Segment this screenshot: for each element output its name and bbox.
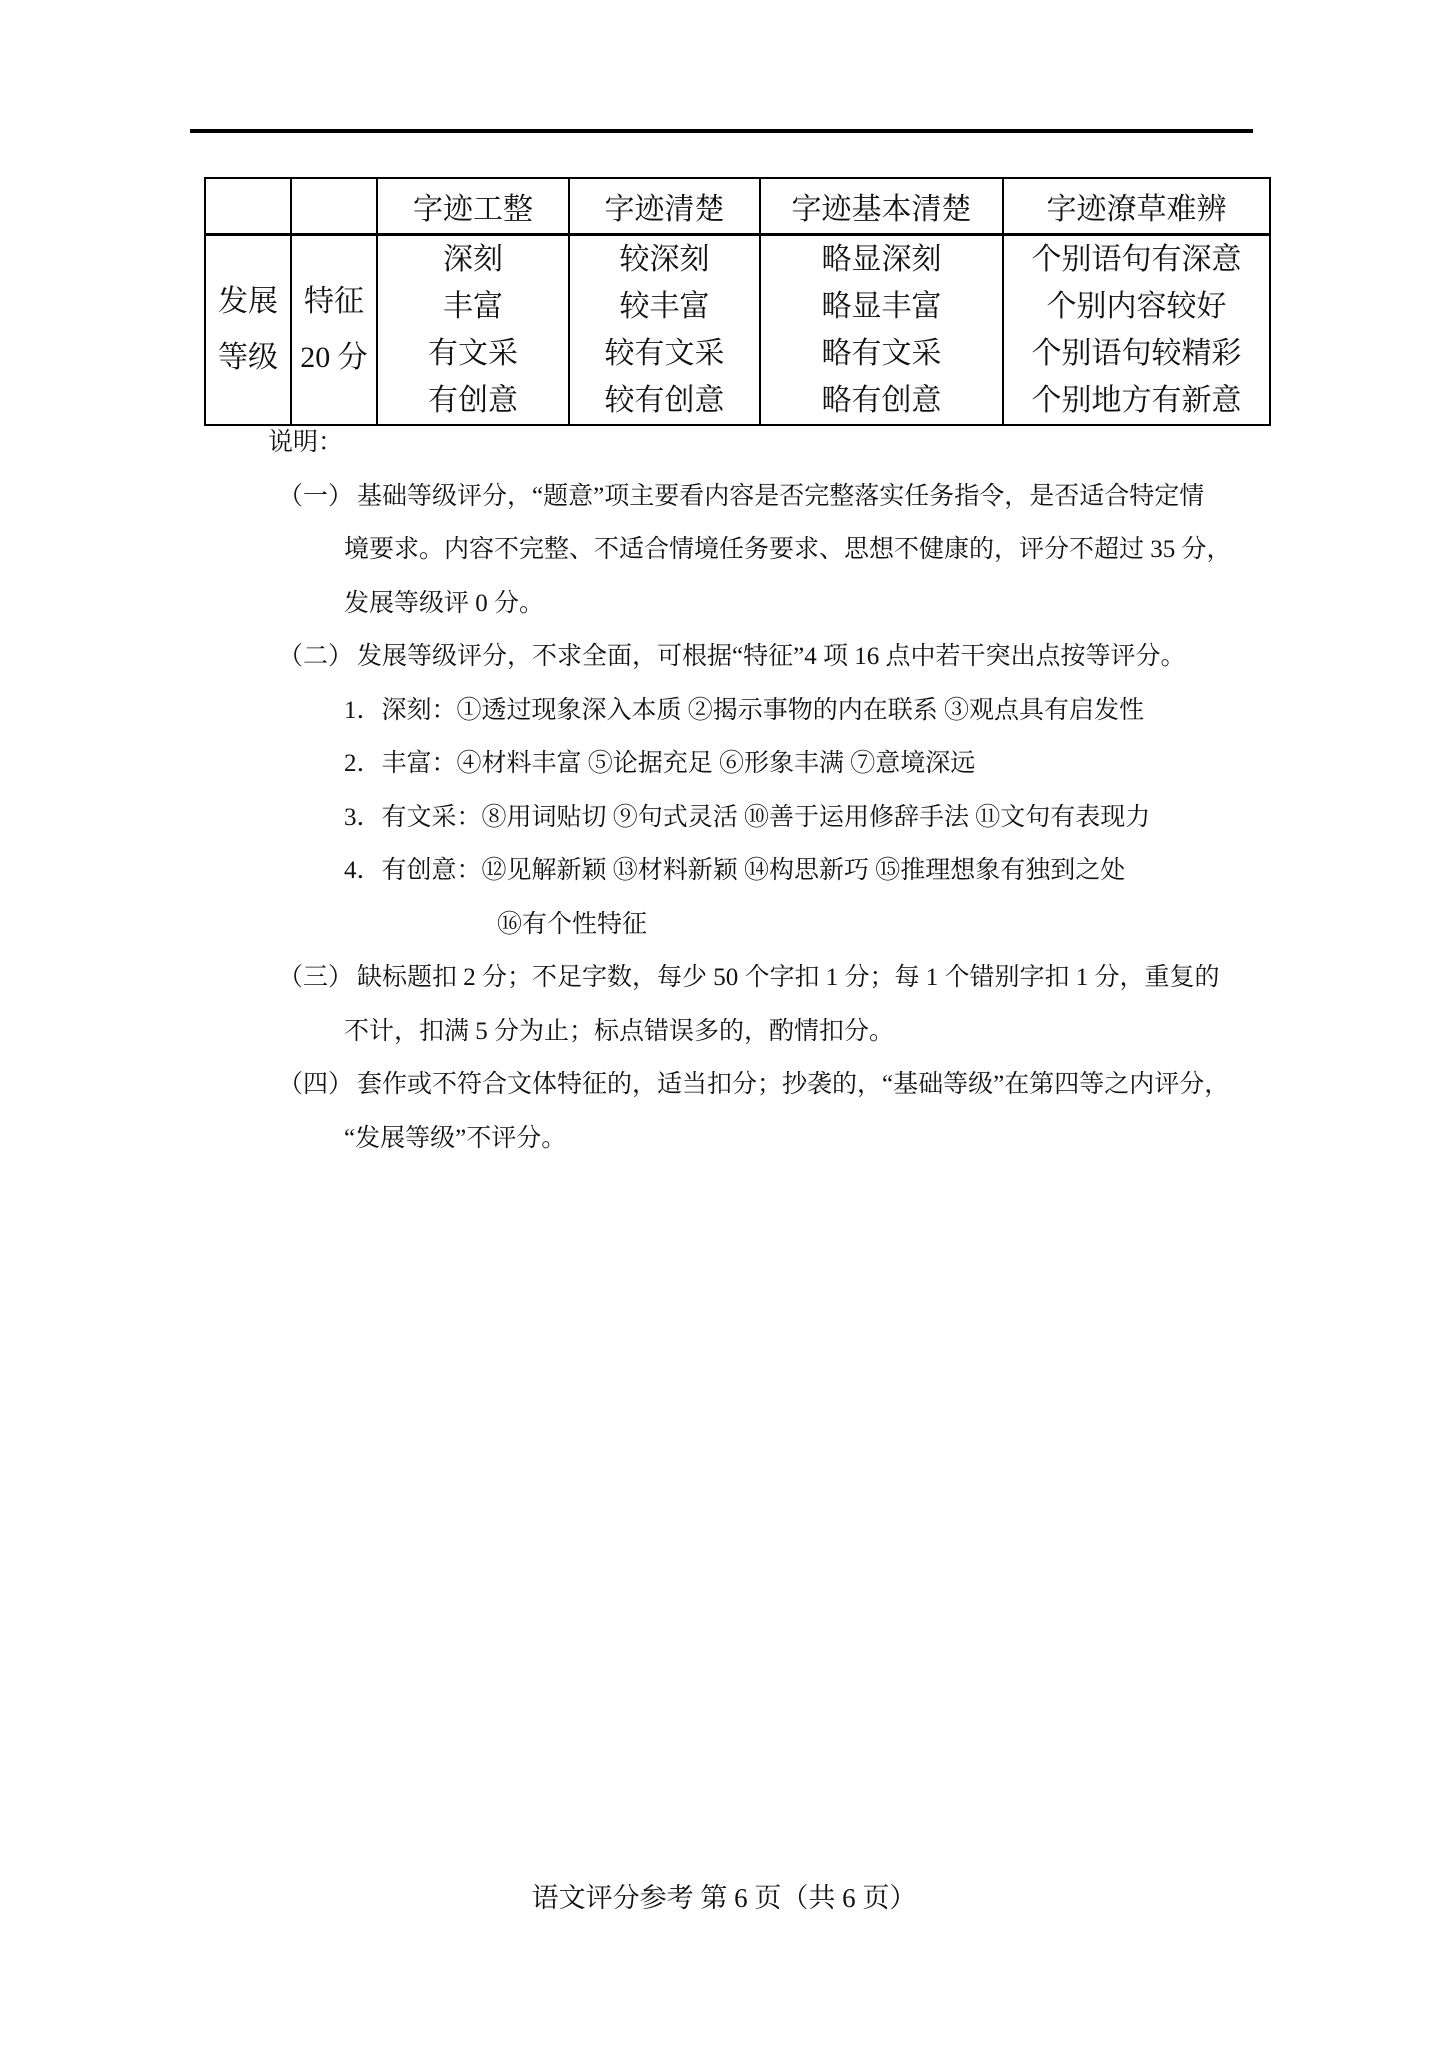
note-line [0, 1058, 1448, 1112]
header-cell-clear: 字迹清楚 [569, 178, 760, 235]
header-empty-cell-1 [205, 178, 291, 235]
note-subitem: 4．有创意：⑫见解新颖 ⑬材料新颖 ⑭构思新巧 ⑮推理想象有独到之处 [344, 857, 1126, 884]
grade-line: 个别语句较精彩 [1031, 337, 1242, 370]
note-label: （三） [278, 964, 354, 991]
header-cell-basically-clear: 字迹基本清楚 [760, 178, 1003, 235]
note-line: 发展等级评 0 分。 [344, 589, 545, 617]
notes-heading: 说明： [268, 429, 344, 456]
note-line: “发展等级”不评分。 [344, 1124, 567, 1152]
row-group-label-cell [205, 235, 291, 426]
notes-section [0, 416, 1448, 1165]
note-label: （四） [278, 1071, 354, 1098]
note-line: 境要求。内容不完整、不适合情境任务要求、思想不健康的，评分不超过 35 分， [344, 536, 1232, 563]
grade-line: 丰富 [443, 290, 503, 323]
table-body-row [205, 235, 1270, 426]
note-subitem-continuation: ⑯有个性特征 [497, 910, 648, 938]
grade-line: 个别地方有新意 [1031, 384, 1242, 417]
grade-line: 略有文采 [821, 337, 942, 370]
row-group-label-line: 发展 [218, 285, 278, 318]
note-label: （一） [278, 482, 354, 510]
grade-cell-level4 [1003, 235, 1270, 426]
grade-line: 个别内容较好 [1046, 290, 1227, 323]
grade-cell-level2 [569, 235, 760, 426]
grade-cell-level3 [760, 235, 1003, 426]
row-group-label-line: 等级 [218, 341, 278, 374]
grade-line: 较有文采 [604, 337, 725, 370]
note-text: 基础等级评分，“题意”项主要看内容是否完整落实任务指令，是否适合特定情 [357, 482, 1205, 510]
grade-line: 深刻 [443, 243, 503, 276]
grade-line: 较有创意 [604, 384, 725, 417]
header-cell-illegible: 字迹潦草难辨 [1003, 178, 1270, 235]
grade-line: 有创意 [428, 384, 518, 417]
feature-label-line: 特征 [304, 285, 364, 318]
page-header-rule [190, 129, 1253, 133]
grade-line: 较深刻 [619, 243, 710, 276]
note-subitem: 1．深刻：①透过现象深入本质 ②揭示事物的内在联系 ③观点具有启发性 [344, 696, 1145, 724]
note-label: （二） [278, 643, 354, 670]
feature-label-line: 20 分 [300, 341, 368, 374]
note-text: 套作或不符合文体特征的，适当扣分；抄袭的，“基础等级”在第四等之内评分， [357, 1071, 1230, 1098]
grade-line: 略有创意 [821, 384, 942, 417]
note-text: 发展等级评分，不求全面，可根据“特征”4 项 16 点中若干突出点按等评分。 [357, 643, 1186, 670]
note-line [0, 630, 1448, 684]
note-line [0, 470, 1448, 524]
note-line [0, 951, 1448, 1005]
note-subitem: 3．有文采：⑧用词贴切 ⑨句式灵活 ⑩善于运用修辞手法 ⑪文句有表现力 [344, 803, 1151, 831]
feature-label-cell [291, 235, 377, 426]
grade-line: 略显丰富 [821, 290, 942, 323]
grade-line: 较丰富 [619, 290, 710, 323]
header-empty-cell-2 [291, 178, 377, 235]
note-subitem: 2．丰富：④材料丰富 ⑤论据充足 ⑥形象丰满 ⑦意境深远 [344, 750, 976, 777]
note-line: 不计，扣满 5 分为止；标点错误多的，酌情扣分。 [344, 1017, 895, 1045]
table-header-row [205, 178, 1270, 235]
page-footer: 语文评分参考 第 6 页（共 6 页） [531, 1883, 917, 1913]
note-text: 缺标题扣 2 分；不足字数，每少 50 个字扣 1 分；每 1 个错别字扣 1 分，重复的 [357, 964, 1220, 991]
grade-line: 略显深刻 [821, 243, 942, 276]
grade-cell-level1 [377, 235, 569, 426]
grade-line: 个别语句有深意 [1031, 243, 1242, 276]
grade-line: 有文采 [428, 337, 518, 370]
header-cell-neat: 字迹工整 [377, 178, 569, 235]
grading-table [204, 177, 1271, 426]
